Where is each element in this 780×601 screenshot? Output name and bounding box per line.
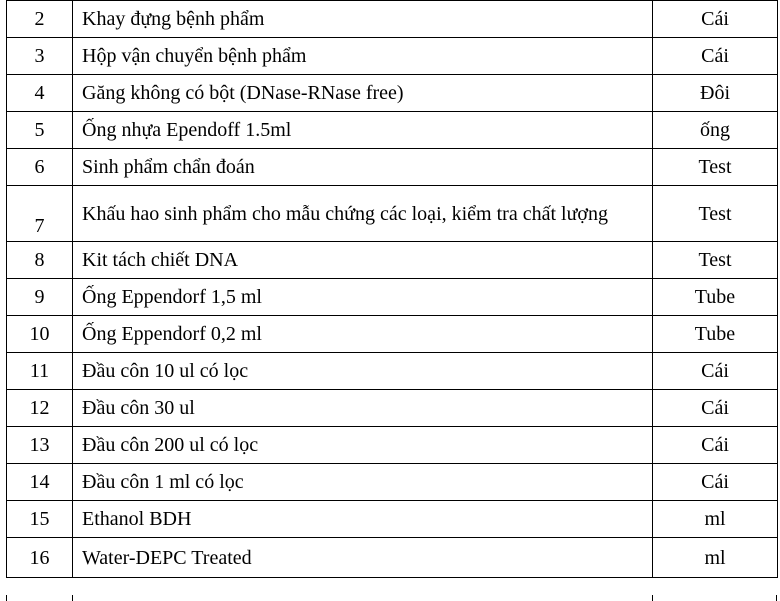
row-number: 13: [7, 427, 73, 464]
item-unit: Cái: [653, 390, 778, 427]
table-row: [7, 279, 778, 316]
item-unit: ml: [653, 538, 778, 578]
table-continuation-line: [652, 595, 653, 601]
item-unit: Đôi: [653, 75, 778, 112]
table-row: [7, 390, 778, 427]
table-row: [7, 1, 778, 38]
item-name: Water-DEPC Treated: [73, 538, 653, 578]
item-name: Kit tách chiết DNA: [73, 242, 653, 279]
item-unit: Test: [653, 242, 778, 279]
table-continuation-line: [72, 595, 73, 601]
supplies-table: [6, 0, 778, 578]
row-number: 9: [7, 279, 73, 316]
item-name: Sinh phẩm chẩn đoán: [73, 149, 653, 186]
item-unit: ml: [653, 501, 778, 538]
item-name: Ethanol BDH: [73, 501, 653, 538]
item-name: Khấu hao sinh phẩm cho mẫu chứng các loại, kiểm tra chất lượng: [73, 186, 653, 242]
row-number: 4: [7, 75, 73, 112]
table-row: [7, 242, 778, 279]
item-name: Đầu côn 10 ul có lọc: [73, 353, 653, 390]
item-name: Ống Eppendorf 1,5 ml: [73, 279, 653, 316]
row-number: 6: [7, 149, 73, 186]
item-unit: ống: [653, 112, 778, 149]
table-row: [7, 353, 778, 390]
item-unit: Test: [653, 186, 778, 242]
table-row: [7, 464, 778, 501]
item-unit: Test: [653, 149, 778, 186]
table-row: [7, 316, 778, 353]
table-row: [7, 38, 778, 75]
item-name: Đầu côn 200 ul có lọc: [73, 427, 653, 464]
item-unit: Tube: [653, 279, 778, 316]
table-continuation-line: [6, 595, 7, 601]
table-row: [7, 186, 778, 242]
item-name: Ống Eppendorf 0,2 ml: [73, 316, 653, 353]
item-unit: Cái: [653, 427, 778, 464]
item-unit: Cái: [653, 353, 778, 390]
table-row: [7, 149, 778, 186]
row-number: 5: [7, 112, 73, 149]
table-row: [7, 75, 778, 112]
item-name: Đầu côn 1 ml có lọc: [73, 464, 653, 501]
row-number: 11: [7, 353, 73, 390]
table-row: [7, 501, 778, 538]
item-unit: Tube: [653, 316, 778, 353]
row-number: 8: [7, 242, 73, 279]
item-unit: Cái: [653, 38, 778, 75]
row-number: 3: [7, 38, 73, 75]
table-row: [7, 112, 778, 149]
row-number: 16: [7, 538, 73, 578]
table-row: [7, 538, 778, 578]
item-name: Hộp vận chuyển bệnh phẩm: [73, 38, 653, 75]
row-number: 14: [7, 464, 73, 501]
item-unit: Cái: [653, 464, 778, 501]
row-number: 2: [7, 1, 73, 38]
row-number: 10: [7, 316, 73, 353]
row-number: 15: [7, 501, 73, 538]
item-name: Khay đựng bệnh phẩm: [73, 1, 653, 38]
row-number: 7: [7, 186, 73, 242]
item-name: Găng không có bột (DNase-RNase free): [73, 75, 653, 112]
item-name: Đầu côn 30 ul: [73, 390, 653, 427]
table-row: [7, 427, 778, 464]
item-name: Ống nhựa Ependoff 1.5ml: [73, 112, 653, 149]
row-number: 12: [7, 390, 73, 427]
item-unit: Cái: [653, 1, 778, 38]
table-continuation-line: [776, 595, 777, 601]
